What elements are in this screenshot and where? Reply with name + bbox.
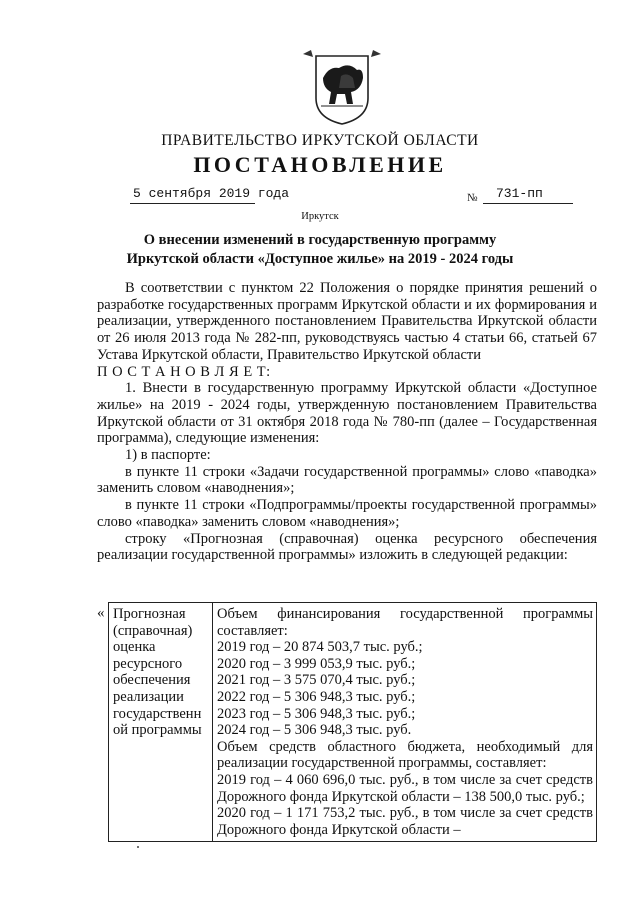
change-paragraph-b: в пункте 11 строки «Подпрограммы/проекты государственной программы» слово «паводка» заменить словом «наводнения»; bbox=[97, 497, 597, 530]
financing-intro: Объем финансирования государственной программы составляет: bbox=[217, 606, 593, 639]
sub-item-1: 1) в паспорте: bbox=[125, 447, 211, 464]
year-amount: 2022 год – 5 306 948,3 тыс. руб.; bbox=[217, 688, 416, 705]
document-body bbox=[97, 280, 597, 564]
scan-speck bbox=[137, 846, 139, 848]
row-header-line: оценка bbox=[113, 639, 156, 656]
year-amount: 2020 год – 3 999 053,9 тыс. руб.; bbox=[217, 655, 416, 672]
document-subject: О внесении изменений в государственную программу Иркутской области «Доступное жилье» на 2019 - 2024 годы bbox=[126, 232, 514, 267]
date-underline bbox=[130, 203, 255, 204]
row-header-line: (справочная) bbox=[113, 622, 193, 639]
number-underline bbox=[483, 203, 573, 204]
document-number: 731-пп bbox=[496, 186, 543, 201]
budget-2019: 2019 год – 4 060 696,0 тыс. руб., в том числе за счет средств Дорожного фонда Иркутской области – 138 500,0 тыс. руб.; bbox=[217, 771, 593, 805]
document-type: ПОСТАНОВЛЕНИЕ bbox=[193, 152, 447, 177]
intro-paragraph: В соответствии с пунктом 22 Положения о порядке принятия решений о разработке государственных программ Иркутской области и их формирования и реализации, утвержденного постановлением Правительства Иркутской области от 26 июля 2013 года № 282-пп, руководствуясь частью 4 статьи 66, статьей 67 Устава Иркутской области, Правительство Иркутской области bbox=[97, 280, 597, 363]
row-header-line: ресурсного bbox=[113, 655, 183, 672]
year-amount: 2021 год – 3 575 070,4 тыс. руб.; bbox=[217, 672, 416, 689]
document-date: 5 сентября 2019 года bbox=[133, 186, 290, 201]
row-header-line: обеспечения bbox=[113, 672, 191, 689]
row-header-line: государственн bbox=[113, 705, 202, 722]
year-amount: 2024 год – 5 306 948,3 тыс. руб. bbox=[217, 722, 412, 739]
item-1: 1. Внести в государственную программу Иркутской области «Доступное жилье» на 2019 - 2024 годы, утвержденную постановлением Правительства Иркутской области от 31 октября 2018 года № 780-пп (далее – Государственная программа), следующие изменения: bbox=[97, 380, 597, 447]
opening-quote: « bbox=[97, 605, 105, 621]
budget-intro: Объем средств областного бюджета, необходимый для реализации государственной программы, составляет: bbox=[217, 738, 593, 772]
change-paragraph-c: строку «Прогнозная (справочная) оценка ресурсного обеспечения реализации государственной программы» изложить в следующей редакции: bbox=[97, 530, 597, 564]
table-row bbox=[109, 603, 597, 842]
passport-table bbox=[108, 602, 597, 842]
row-header-cell bbox=[109, 603, 213, 842]
change-paragraph-a: в пункте 11 строки «Задачи государственной программы» слово «паводка» заменить словом «наводнения»; bbox=[97, 463, 597, 497]
row-header-line: реализации bbox=[113, 688, 184, 705]
city: Иркутск bbox=[301, 211, 339, 222]
coat-of-arms-icon bbox=[301, 48, 383, 126]
budget-2020: 2020 год – 1 171 753,2 тыс. руб., в том числе за счет средств Дорожного фонда Иркутской области – bbox=[217, 805, 593, 838]
row-header-line: ой программы bbox=[113, 722, 202, 739]
row-value-cell bbox=[213, 603, 597, 842]
year-amount: 2023 год – 5 306 948,3 тыс. руб.; bbox=[217, 705, 416, 722]
number-sign: № bbox=[467, 192, 478, 204]
decree-word: П О С Т А Н О В Л Я Е Т: bbox=[97, 363, 271, 380]
government-name: ПРАВИТЕЛЬСТВО ИРКУТСКОЙ ОБЛАСТИ bbox=[161, 132, 479, 149]
year-amount: 2019 год – 20 874 503,7 тыс. руб.; bbox=[217, 639, 423, 656]
row-header-line: Прогнозная bbox=[113, 606, 186, 622]
